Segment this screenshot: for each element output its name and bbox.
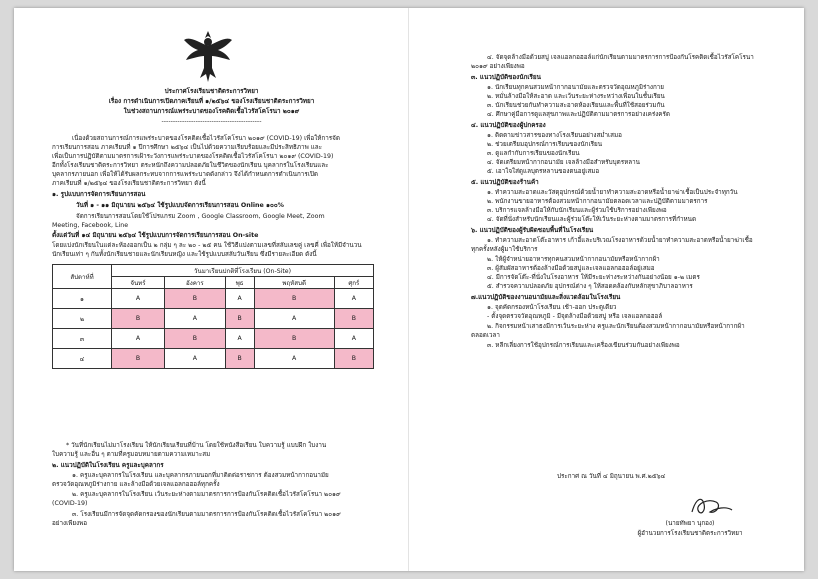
schedule-cell: B (334, 349, 373, 369)
section-2-continued: ๔. จัดจุดล้างมือด้วยสบู่ เจลแอลกอฮอล์แก่นักเรียนตามมาตรการการป้องกันโรคติดเชื้อไวรัสโคโรนา (487, 54, 754, 61)
day-header: อังคาร (164, 277, 225, 289)
document-sheet (14, 8, 804, 571)
section-5-item: ๓. บริการแจลล้างมือให้กับนักเรียนและผู้ร่วมใช้บริการอย่างเพียงพอ (487, 207, 667, 214)
section-7-item: - ตั้งจุดตรวจวัดอุณหภูมิ - มีจุดล้างมือด้วยสบู่ หรือ เจลแอลกอฮอล์ (487, 313, 663, 320)
table-row (53, 349, 374, 369)
section-2-item: ๑. ครูและบุคลากรในโรงเรียน และบุคลากรภายนอกที่มาติดต่อราชการ ต้องสวมหน้ากากอนามัย (72, 472, 329, 479)
section-6-item: ๒. ให้ผู้จำหน่ายอาหารทุกคนสวมหน้ากากอนามัยหรือหน้ากากผ้า (487, 256, 660, 263)
announcement-title: ประกาศโรงเรียนชาติตระการวิทยา (164, 88, 259, 95)
separator-line: -------------------------------------------- (161, 118, 262, 125)
section-4-item: ๔. จัดเตรียมหน้ากากอนามัย เจลล้างมือสำหรับบุตรหลาน (487, 159, 640, 166)
section-6-item: ๑. ทำความสะอาดโต๊ะอาหาร เก้าอี้และบริเวณโรงอาหารด้วยน้ำยาทำความสะอาดหรือน้ำยาฆ่าเชื้อ (487, 237, 753, 244)
section-7-item: ๒. กิจกรรมหน้าเสาธงมีการเว้นระยะห่าง ครูและนักเรียนต้องสวมหน้ากากอนามัยหรือหน้ากากผ้า (487, 323, 745, 330)
section-5-item: ๑. ทำความสะอาดและวัสดุอุปกรณ์ด้วยน้ำยาทำความสะอาดหรือน้ำยาฆ่าเชื้อเป็นประจำทุกวัน (487, 189, 738, 196)
schedule-cell: A (334, 289, 373, 309)
day-header: ศุกร์ (334, 277, 373, 289)
schedule-cell: B (254, 329, 334, 349)
schedule-cell: B (112, 349, 165, 369)
section-4-heading: ๔. แนวปฏิบัติของผู้ปกครอง (471, 122, 546, 129)
schedule-cell: A (164, 309, 225, 329)
signer-title: ผู้อำนวยการโรงเรียนชาติตระการวิทยา (637, 530, 743, 537)
schedule-cell: A (112, 289, 165, 309)
garuda-emblem-icon (182, 28, 234, 84)
section-2-item: ๒. ครูและบุคลากรในโรงเรียน เว้นระยะห่างตามมาตรการการป้องกันโรคติดเชื้อไวรัสโคโรนา ๒๐๑๙ (72, 491, 341, 498)
section-5-item: ๒. พนักงานขายอาหารต้องสวมหน้ากากอนามัยตลอดเวลาและปฏิบัติตามมาตรการ (487, 198, 708, 205)
online-body-line: จัดการเรียนการสอนโดยใช้โปรแกรม Zoom , Google Classroom, Google Meet, Zoom (76, 213, 325, 220)
section-4-item: ๕. เอาใจใส่ดูแลบุตรหลานของตนอยู่เสมอ (487, 168, 600, 175)
schedule-note-line: * วันที่นักเรียนไม่มาโรงเรียน ให้นักเรียนเรียนที่บ้าน โดยใช้หนังสือเรียน ใบความรู้ แบบฝึก ใบงาน (66, 442, 327, 449)
section-6-item: ๔. มีการจัดโต๊ะ-ที่นั่งในโรงอาหาร ให้มีระยะห่างระหว่างกันอย่างน้อย ๑-๒ เมตร (487, 274, 700, 281)
section-6-heading: ๖. แนวปฏิบัติของผู้รับผิดชอบพื้นที่ในโรงเรียน (471, 227, 594, 234)
right-page (409, 8, 804, 571)
section-2-item: ๓. โรงเรียนมีการจัดจุดคัดกรองของนักเรียนตามมาตรการการป้องกันโรคติดเชื้อไวรัสโคโรนา ๒๐๑๙ (72, 511, 341, 518)
section-2-item: (COVID-19) (52, 500, 88, 507)
week-number: ๓ (53, 329, 112, 349)
onsite-schedule-table (52, 264, 374, 369)
section-4-item: ๒. ช่วยเตรียมอุปกรณ์การเรียนของนักเรียน (487, 141, 602, 148)
section-6-item: ทุกครั้งหลังผู้มาใช้บริการ (471, 246, 538, 253)
section-6-item: ๕. สำรวจความปลอดภัย อุปกรณ์ต่าง ๆ ให้สอดคล้องกับหลักสุขาภิบาลอาหาร (487, 283, 693, 290)
section-7-item: ตลอดเวลา (471, 332, 500, 339)
section-7-item: ๓. หลีกเลี่ยงการใช้อุปกรณ์การเรียนและเครื่องเขียนร่วมกันอย่างเพียงพอ (487, 342, 680, 349)
intro-line: อีกทั้งโรงเรียนชาติตระการวิทยา ตระหนักถึงความปลอดภัยในชีวิตของนักเรียน บุคลากรในโรงเรียนและ (52, 162, 329, 169)
schedule-note-line: ใบความรู้ และอื่น ๆ ตามที่ครูมอบหมายตามความเหมาะสม (52, 451, 211, 458)
section-4-item: ๑. ติดตามข่าวสารของทางโรงเรียนอย่างสม่ำเสมอ (487, 132, 622, 139)
schedule-cell: B (334, 309, 373, 329)
section-3-item: ๒. หมั่นล้างมือให้สะอาด และเว้นระยะห่างระหว่างเพื่อนในชั้นเรียน (487, 93, 665, 100)
section-1-heading: ๑. รูปแบบการจัดการเรียนการสอน (52, 191, 146, 198)
schedule-cell: A (164, 349, 225, 369)
schedule-cell: A (334, 329, 373, 349)
section-2-item: ตรวจวัดอุณหภูมิร่างกาย และล้างมือด้วยเจลแอลกอฮอล์ทุกครั้ง (52, 481, 220, 488)
week-column-header: สัปดาห์ที่ (53, 265, 112, 289)
schedule-cell: A (254, 349, 334, 369)
week-number: ๒ (53, 309, 112, 329)
intro-line: เพื่อเป็นการปฏิบัติตามมาตรการเฝ้าระวังการแพร่ระบาดของโรคติดเชื้อไวรัสโคโรนา ๒๐๑๙ (COVID-19) (52, 153, 334, 160)
intro-line: บุคลากรภายนอก เพื่อให้ได้รับผลกระทบจากการแพร่ระบาดดังกล่าว จึงได้กำหนดการดำเนินการเปิด (52, 171, 318, 178)
day-header: พุธ (225, 277, 254, 289)
schedule-cell: B (254, 289, 334, 309)
section-3-item: ๑. นักเรียนทุกคนสวมหน้ากากอนามัยและตรวจวัดอุณหภูมิร่างกาย (487, 84, 664, 91)
section-7-heading: ๗.แนวปฏิบัติของงานอนามัยและสิ่งแวดล้อมในโรงเรียน (471, 294, 621, 301)
day-header: พฤหัสบดี (254, 277, 334, 289)
section-3-item: ๓. นักเรียนช่วยกันทำความสะอาดห้องเรียนและพื้นที่ใช้สอยร่วมกัน (487, 102, 665, 109)
schedule-cell: A (112, 329, 165, 349)
onsite-body-line: นักเรียนเท่า ๆ กันทั้งนักเรียนชายและนักเรียนหญิง และใช้รูปแบบสลับวันเรียน ซึ่งมีรายละเอียด ดังนี้ (52, 251, 317, 258)
table-row (53, 329, 374, 349)
section-3-item: ๔. ศึกษาคู่มือการดูแลสุขภาพและปฏิบัติตามมาตรการอย่างเคร่งครัด (487, 111, 670, 118)
schedule-cell: A (254, 309, 334, 329)
announcement-subject: เรื่อง การดำเนินการเปิดภาคเรียนที่ ๑/๒๕๖๔ ของโรงเรียนชาติตระการวิทยา (108, 98, 315, 105)
section-7-item: ๑. จุดคัดกรองหน้าโรงเรียน เช้า-ออก ประตูเดียว (487, 304, 617, 311)
section-3-heading: ๓. แนวปฏิบัติของนักเรียน (471, 74, 541, 81)
section-2-item: อย่างเพียงพอ (52, 520, 88, 527)
week-number: ๔ (53, 349, 112, 369)
day-header: จันทร์ (112, 277, 165, 289)
week-number: ๑ (53, 289, 112, 309)
online-body-line: Meeting, Facebook, Line (52, 222, 129, 229)
onsite-body-line: โดยแบ่งนักเรียนในแต่ละห้องออกเป็น ๒ กลุ่ม ๆ ละ ๒๐ - ๒๕ คน ใช้วิธีแบ่งตามเลขที่สลับเลขคู่ เลขคี่ เพื่อให้มีจำนวน (52, 242, 362, 249)
section-4-item: ๓. ดูแลกำกับการเรียนของนักเรียน (487, 150, 580, 157)
schedule-cell: B (164, 329, 225, 349)
section-2-continued: ๒๐๑๙ อย่างเพียงพอ (471, 63, 525, 70)
schedule-cell: B (164, 289, 225, 309)
signer-name: (นายทัพยา นุกอง) (665, 520, 715, 527)
table-row (53, 309, 374, 329)
schedule-cell: A (225, 329, 254, 349)
signature-icon (686, 492, 736, 520)
left-page (14, 8, 409, 571)
schedule-cell: B (225, 309, 254, 329)
onsite-group-header: วันมาเรียนปกติที่โรงเรียน (On-Site) (112, 265, 374, 277)
online-period-heading: วันที่ ๑ - ๑๑ มิถุนายน ๒๕๖๔ ใช้รูปแบบจัดการเรียนการสอน Online ๑๐๐% (76, 202, 284, 209)
schedule-cell: B (112, 309, 165, 329)
intro-line: การเรียนการสอน ภาคเรียนที่ ๑ ปีการศึกษา ๒๕๖๔ เป็นไปด้วยความเรียบร้อยและมีประสิทธิภาพ และ (52, 144, 323, 151)
section-5-item: ๔. จัดที่นั่งสำหรับนักเรียนและผู้ร่วมโต๊ะให้เว้นระยะห่างตามมาตรการที่กำหนด (487, 216, 697, 223)
onsite-period-heading: ตั้งแต่วันที่ ๑๔ มิถุนายน ๒๕๖๔ ใช้รูปแบบการจัดการเรียนการสอน On-site (52, 232, 259, 239)
section-6-item: ๓. ผู้สัมผัสอาหารต้องล้างมือด้วยสบู่และเจลแอลกอฮอล์อยู่เสมอ (487, 265, 655, 272)
schedule-cell: A (225, 289, 254, 309)
section-2-heading: ๒. แนวปฏิบัติในโรงเรียน ครูและบุคลากร (52, 462, 164, 469)
section-5-heading: ๕. แนวปฏิบัติของร้านค้า (471, 179, 539, 186)
announcement-subject-2: ในช่วงสถานการณ์แพร่ระบาดของโรคติดเชื้อไวรัสโคโรนา ๒๐๑๙ (123, 108, 300, 115)
intro-line: เนื่องด้วยสถานการณ์การแพร่ระบาดของโรคติดเชื้อไวรัสโคโรนา ๒๐๑๙ (COVID-19) เพื่อให้การจัด (72, 135, 340, 142)
table-row (53, 289, 374, 309)
schedule-cell: B (225, 349, 254, 369)
intro-line: ภาคเรียนที่ ๑/๒๕๖๔ ของโรงเรียนชาติตระการวิทยา ดังนี้ (52, 180, 206, 187)
announcement-date: ประกาศ ณ วันที่ ๔ มิถุนายน พ.ศ.๒๕๖๔ (557, 473, 666, 480)
